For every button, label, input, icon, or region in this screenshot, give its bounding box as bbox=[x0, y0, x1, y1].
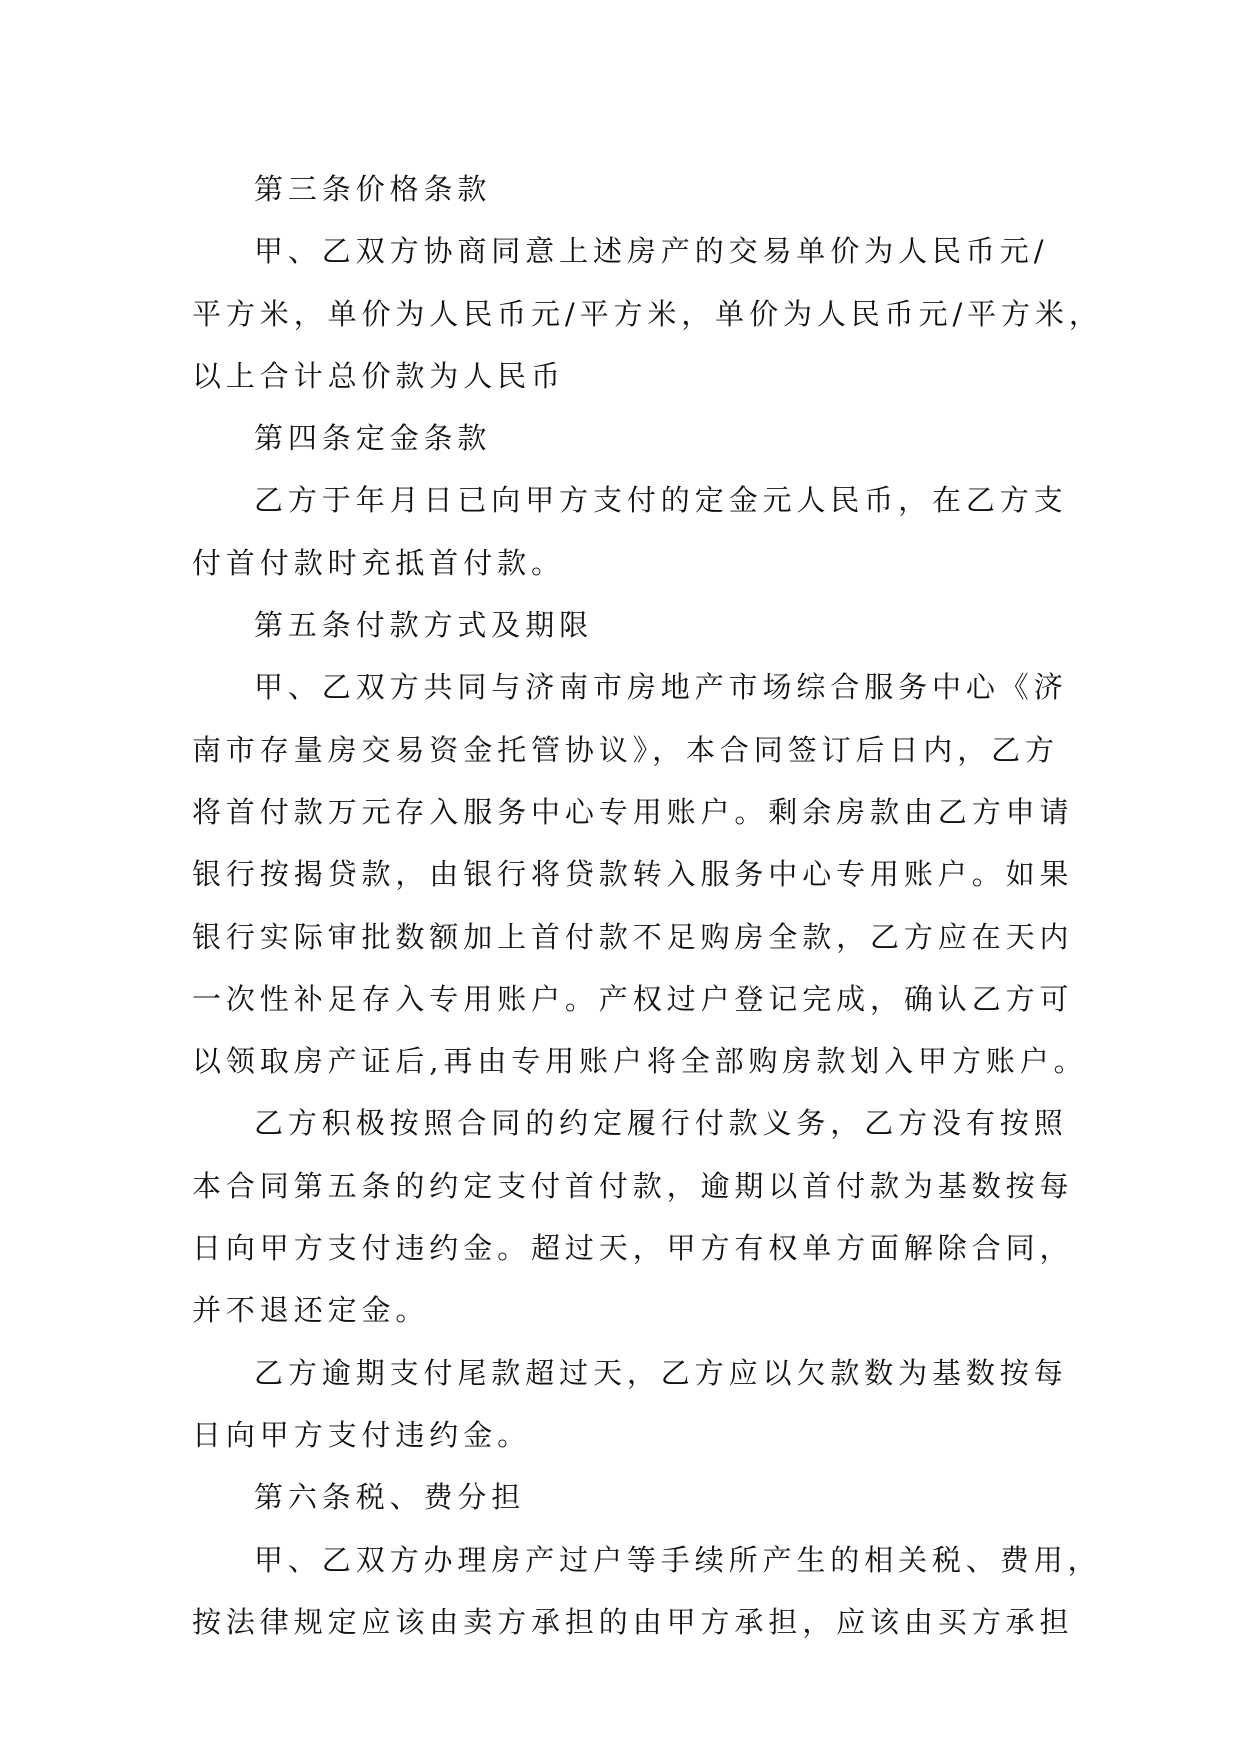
text-line: 以领取房产证后,再由专用账户将全部购房款划入甲方账户。 bbox=[192, 1044, 1088, 1079]
text-line: 以上合计总价款为人民币 bbox=[192, 358, 565, 393]
paragraph bbox=[192, 594, 1052, 656]
text-line: 南市存量房交易资金托管协议》，本合同签订后日内，乙方 bbox=[192, 732, 1059, 767]
text-line: 银行实际审批数额加上首付款不足购房全款，乙方应在天内 bbox=[192, 919, 1074, 954]
document-body bbox=[192, 158, 1103, 1653]
paragraph bbox=[192, 220, 1103, 407]
text-line: 第六条税、费分担 bbox=[254, 1480, 526, 1515]
text-line: 日向甲方支付违约金。超过天，甲方有权单方面解除合同， bbox=[192, 1231, 1074, 1266]
text-line: 甲、乙双方协商同意上述房产的交易单价为人民币元/ bbox=[254, 234, 1049, 269]
text-line: 本合同第五条的约定支付首付款，逾期以首付款为基数按每 bbox=[192, 1168, 1074, 1203]
paragraph bbox=[192, 1466, 1052, 1528]
text-line: 第四条定金条款 bbox=[254, 421, 492, 456]
text-line: 乙方积极按照合同的约定履行付款义务，乙方没有按照 bbox=[254, 1106, 1068, 1141]
text-line: 平方米，单价为人民币元/平方米，单价为人民币元/平方米， bbox=[192, 296, 1103, 331]
text-line: 日向甲方支付违约金。 bbox=[192, 1417, 532, 1452]
text-line: 并不退还定金。 bbox=[192, 1293, 430, 1328]
text-line: 乙方逾期支付尾款超过天，乙方应以欠款数为基数按每 bbox=[254, 1355, 1068, 1390]
paragraph bbox=[192, 1342, 1068, 1467]
paragraph bbox=[192, 407, 1052, 469]
text-line: 一次性补足存入专用账户。产权过户登记完成，确认乙方可 bbox=[192, 981, 1074, 1016]
text-line: 付首付款时充抵首付款。 bbox=[192, 545, 565, 580]
paragraph bbox=[192, 158, 1052, 220]
text-line: 按法律规定应该由卖方承担的由甲方承担，应该由买方承担 bbox=[192, 1604, 1074, 1639]
text-line: 将首付款万元存入服务中心专用账户。剩余房款由乙方申请 bbox=[192, 794, 1074, 829]
text-line: 第五条付款方式及期限 bbox=[254, 608, 594, 643]
text-line: 甲、乙双方办理房产过户等手续所产生的相关税、费用， bbox=[254, 1542, 1102, 1577]
text-line: 银行按揭贷款，由银行将贷款转入服务中心专用账户。如果 bbox=[192, 857, 1074, 892]
paragraph bbox=[192, 1092, 1074, 1341]
paragraph bbox=[192, 656, 1088, 1092]
text-line: 乙方于年月日已向甲方支付的定金元人民币，在乙方支 bbox=[254, 483, 1068, 518]
paragraph bbox=[192, 469, 1068, 594]
paragraph bbox=[192, 1529, 1102, 1654]
text-line: 第三条价格条款 bbox=[254, 172, 492, 206]
text-line: 甲、乙双方共同与济南市房地产市场综合服务中心《济 bbox=[254, 670, 1068, 705]
